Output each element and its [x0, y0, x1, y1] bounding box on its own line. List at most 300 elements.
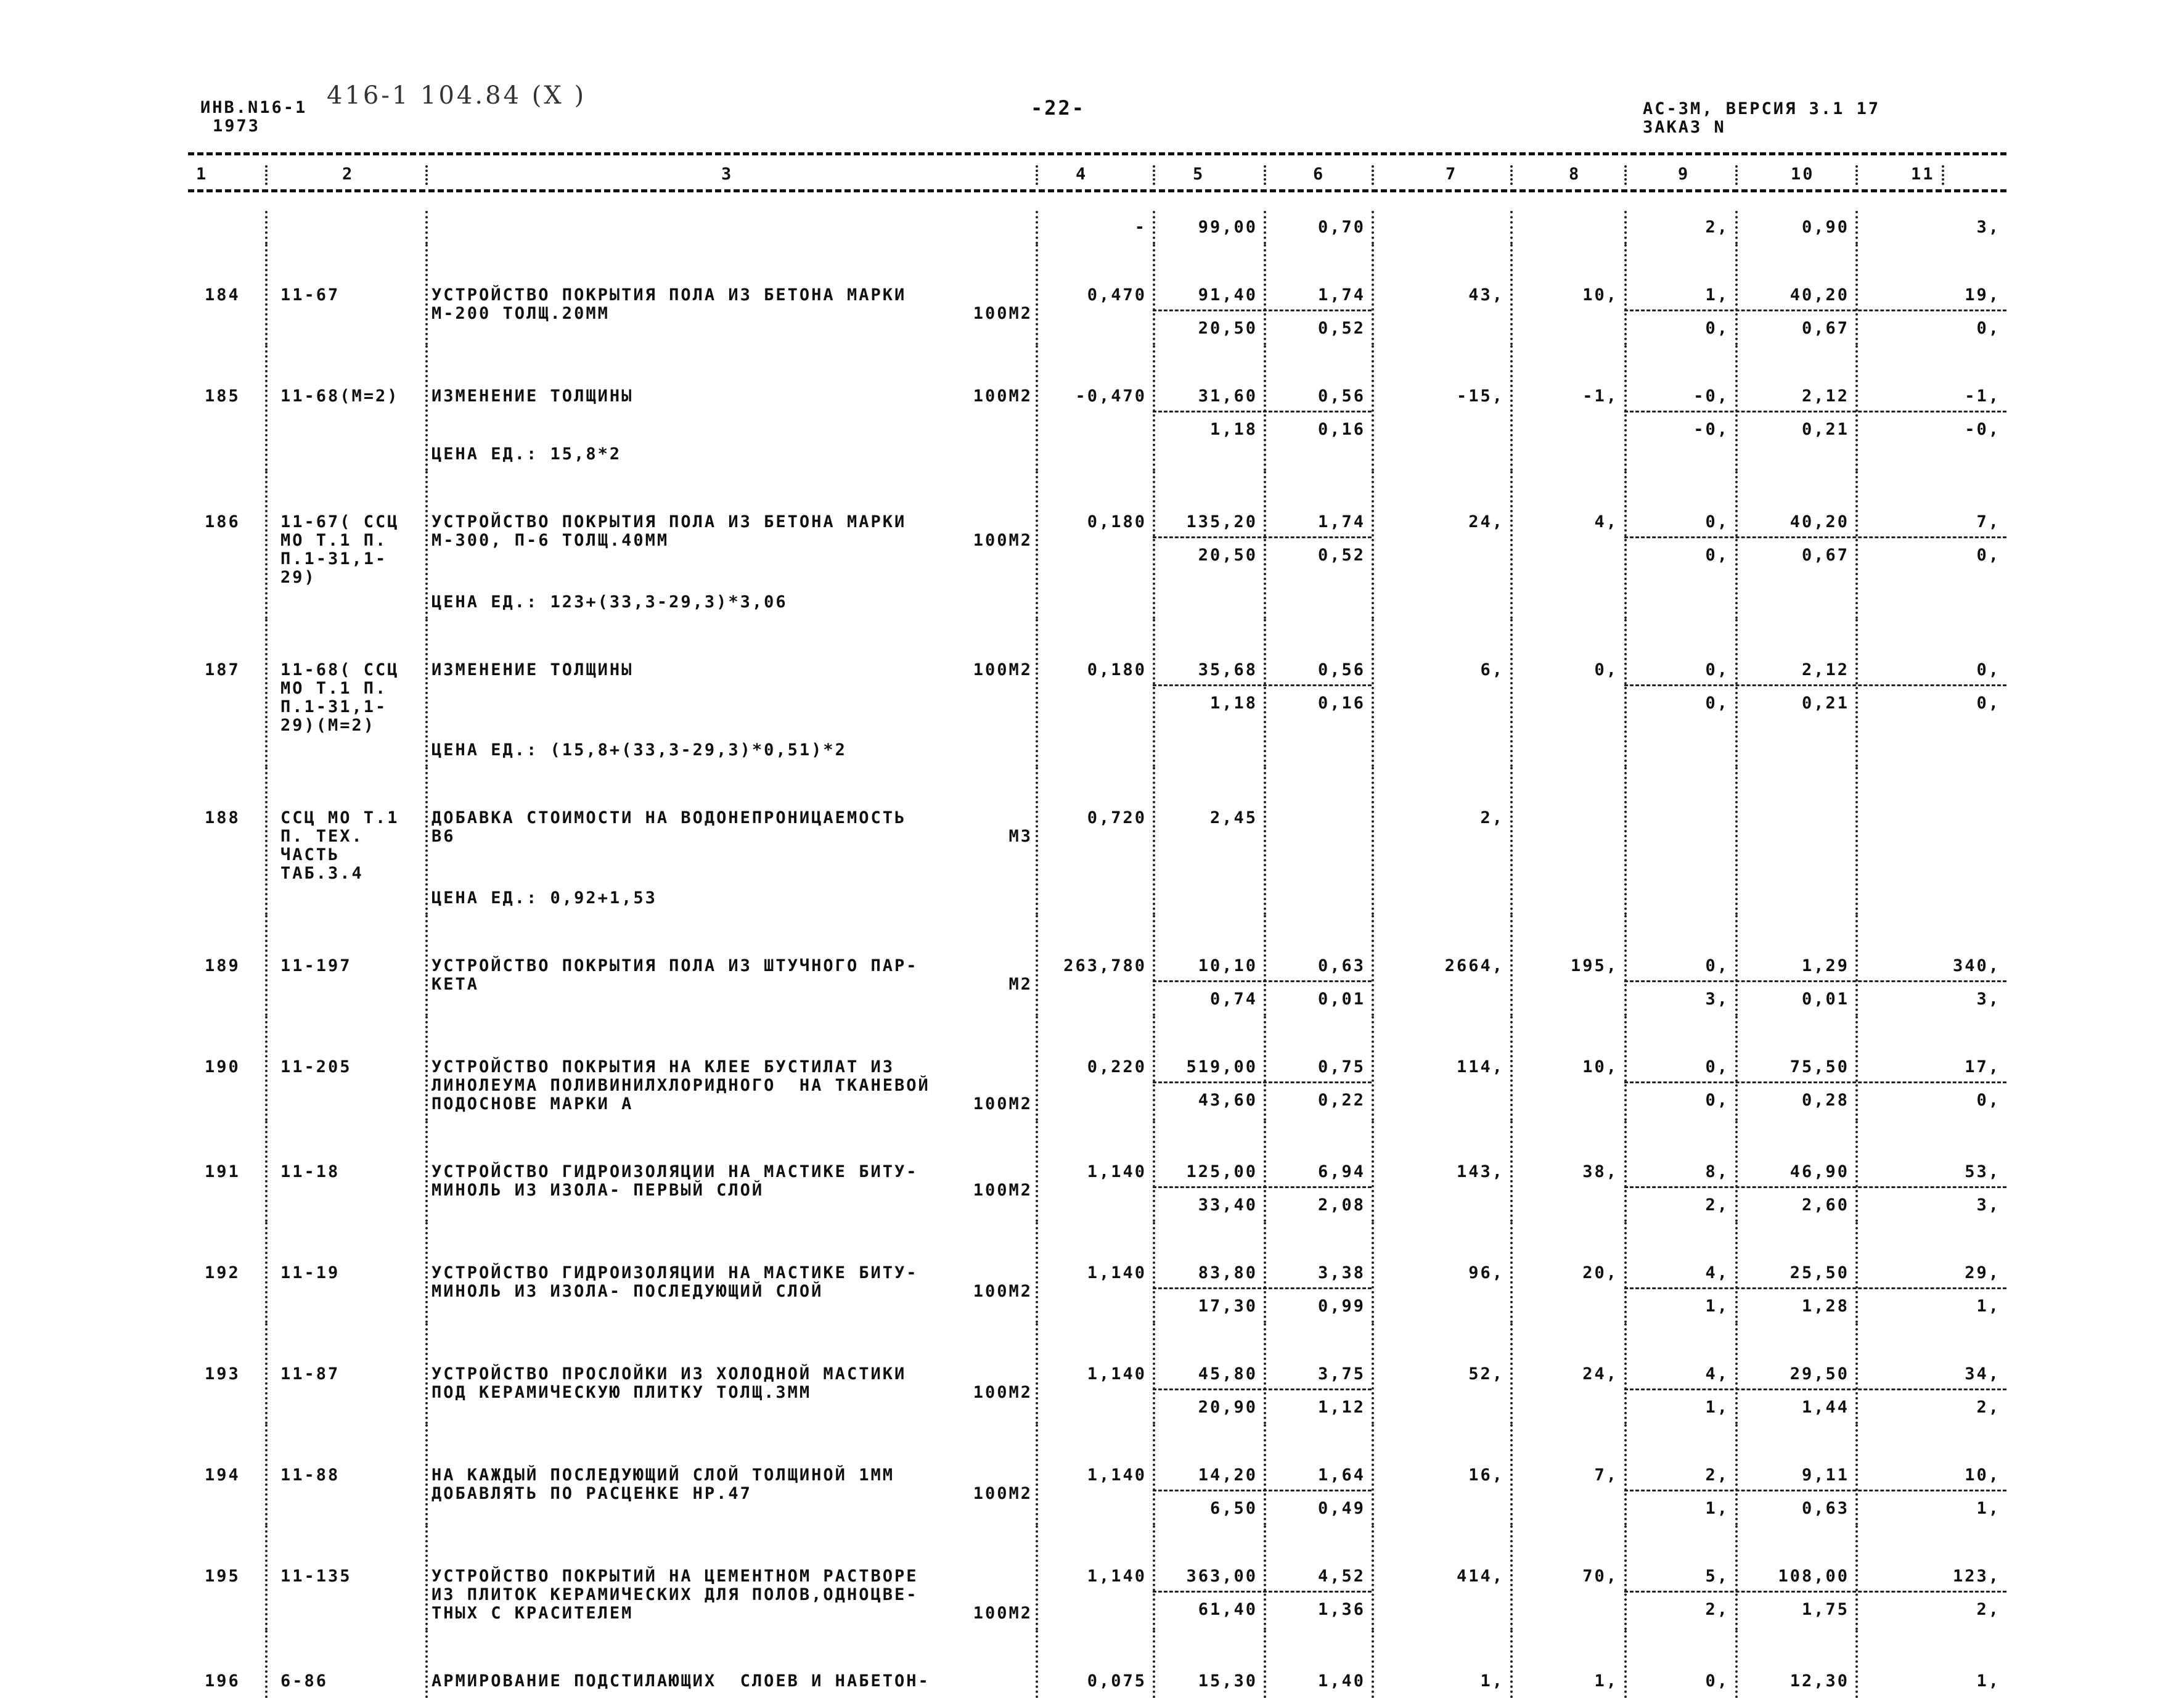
machine-cost: 20,50	[1198, 546, 1258, 565]
column-separator	[1624, 1323, 1627, 1424]
norm-code: МО Т.1 П.	[280, 679, 388, 698]
work-description: НА КАЖДЫЙ ПОСЛЕДУЮЩИЙ СЛОЙ ТОЛЩИНОЙ 1ММ	[431, 1466, 894, 1485]
labor-total: 17,	[1965, 1057, 2000, 1077]
column-separator	[1372, 1016, 1374, 1121]
quantity: 1,140	[1087, 1364, 1147, 1384]
quantity: 0,720	[1087, 808, 1147, 827]
column-separator	[265, 1525, 268, 1630]
subtotal-rule	[1153, 411, 1372, 412]
unit-wage: 6,94	[1317, 1162, 1365, 1181]
column-separator	[1372, 165, 1374, 185]
unit: 100М2	[973, 1484, 1033, 1503]
labor-total-secondary: 0,	[1976, 694, 2000, 713]
unit-price-formula: ЦЕНА ЕД.: 123+(33,3-29,3)*3,06	[431, 593, 788, 612]
column-separator	[1036, 915, 1038, 1016]
column-separator	[1942, 165, 1944, 185]
column-separator	[265, 471, 268, 619]
labor-total-secondary: 2,	[1976, 1398, 2000, 1417]
labor-value: 2,	[1705, 218, 1729, 237]
column-separator	[1372, 915, 1374, 1016]
column-separator	[265, 619, 268, 767]
labor-value: 0,	[1705, 660, 1729, 679]
column-separator	[1153, 1121, 1155, 1222]
column-separator	[1624, 1630, 1627, 1698]
machine-wage: 0,52	[1317, 546, 1365, 565]
labor-total-secondary: 0,	[1976, 546, 2000, 565]
row-number: 190	[205, 1057, 240, 1077]
work-description: В6	[431, 827, 456, 846]
year: 1973	[213, 117, 261, 136]
subtotal-rule	[1153, 1186, 1372, 1188]
unit: 100М2	[973, 660, 1033, 679]
labor-norm: 2,12	[1801, 660, 1849, 679]
column-separator	[1855, 1222, 1858, 1323]
unit-wage: 1,74	[1317, 285, 1365, 305]
column-separator	[1735, 165, 1738, 185]
column-separator	[1624, 1525, 1627, 1630]
machine-wage: 0,01	[1317, 990, 1365, 1009]
row-number: 185	[205, 387, 240, 406]
column-separator	[1153, 1323, 1155, 1424]
column-separator	[425, 471, 428, 619]
subtotal-rule	[1153, 1591, 1372, 1593]
column-separator	[1264, 165, 1266, 185]
row-number: 196	[205, 1671, 240, 1691]
machine-wage: 0,49	[1317, 1499, 1365, 1518]
unit-cost: 10,10	[1198, 956, 1258, 975]
machine-cost: 33,40	[1198, 1196, 1258, 1215]
column-header: 7	[1446, 165, 1458, 184]
work-description: ТНЫХ С КРАСИТЕЛЕМ	[431, 1604, 634, 1623]
column-separator	[1510, 1630, 1513, 1698]
labor-norm: 46,90	[1789, 1162, 1849, 1181]
column-separator	[1372, 1323, 1374, 1424]
labor-value: 4,	[1705, 1364, 1729, 1384]
subtotal-rule	[1624, 1287, 2006, 1289]
column-separator	[1153, 1424, 1155, 1525]
labor-value: 1,	[1705, 285, 1729, 305]
norm-code: ТАБ.3.4	[280, 864, 364, 883]
row-number: 192	[205, 1263, 240, 1282]
column-separator	[265, 1424, 268, 1525]
subtotal-rule	[1624, 1490, 2006, 1491]
subtotal-rule	[1624, 1591, 2006, 1593]
column-separator	[1510, 345, 1513, 471]
unit: 100М2	[973, 531, 1033, 550]
column-separator	[1735, 211, 1738, 244]
column-separator	[265, 211, 268, 244]
column-separator	[1264, 767, 1266, 915]
machine-cost: 20,50	[1198, 319, 1258, 338]
column-separator	[1735, 767, 1738, 915]
column-separator	[1735, 915, 1738, 1016]
labor-total: 1,	[1976, 1671, 2000, 1691]
labor-value-secondary: 1,	[1705, 1398, 1729, 1417]
labor-total: 29,	[1965, 1263, 2000, 1282]
header-top-rule	[188, 152, 2006, 155]
labor-value-secondary: 1,	[1705, 1499, 1729, 1518]
work-description: ИЗ ПЛИТОК КЕРАМИЧЕСКИХ ДЛЯ ПОЛОВ,ОДНОЦВЕ-	[431, 1585, 918, 1604]
column-separator	[1264, 1222, 1266, 1323]
quantity: 1,140	[1087, 1162, 1147, 1181]
labor-norm-secondary: 0,28	[1801, 1091, 1849, 1110]
column-separator	[1264, 1630, 1266, 1698]
column-separator	[1855, 767, 1858, 915]
column-separator	[425, 165, 428, 185]
column-separator	[1855, 1630, 1858, 1698]
column-separator	[1036, 1323, 1038, 1424]
norm-code: 11-68( ССЦ	[280, 660, 399, 679]
total-wage: 1,	[1594, 1671, 1618, 1691]
work-description: ПОДОСНОВЕ МАРКИ А	[431, 1094, 634, 1114]
labor-value: -0,	[1693, 387, 1729, 406]
norm-code: П. ТЕХ.	[280, 827, 364, 846]
row-number: 187	[205, 660, 240, 679]
column-separator	[1624, 244, 1627, 345]
total-cost: 414,	[1456, 1567, 1504, 1586]
subtotal-rule	[1624, 980, 2006, 982]
labor-value: 8,	[1705, 1162, 1729, 1181]
column-separator	[1036, 1121, 1038, 1222]
column-separator	[1153, 211, 1155, 244]
column-separator	[1735, 471, 1738, 619]
machine-cost: 17,30	[1198, 1297, 1258, 1316]
column-separator	[1624, 1222, 1627, 1323]
column-separator	[425, 619, 428, 767]
norm-code: 11-19	[280, 1263, 340, 1282]
labor-value-secondary: 2,	[1705, 1600, 1729, 1619]
column-separator	[1855, 619, 1858, 767]
labor-total: 340,	[1952, 956, 2000, 975]
machine-cost: 20,90	[1198, 1398, 1258, 1417]
unit-wage: 3,38	[1317, 1263, 1365, 1282]
column-separator	[265, 244, 268, 345]
column-separator	[1855, 1424, 1858, 1525]
unit-cost: 99,00	[1198, 218, 1258, 237]
unit-cost: 83,80	[1198, 1263, 1258, 1282]
column-separator	[1510, 1222, 1513, 1323]
labor-value: 2,	[1705, 1466, 1729, 1485]
column-separator	[1855, 915, 1858, 1016]
header-bottom-rule	[188, 189, 2006, 192]
machine-wage: 1,36	[1317, 1600, 1365, 1619]
column-separator	[1264, 1121, 1266, 1222]
column-header: 11	[1911, 165, 1935, 184]
column-separator	[1510, 211, 1513, 244]
column-separator	[1735, 1016, 1738, 1121]
total-wage: -1,	[1582, 387, 1618, 406]
labor-norm-secondary: 1,44	[1801, 1398, 1849, 1417]
column-separator	[1855, 1525, 1858, 1630]
labor-total: 0,	[1976, 660, 2000, 679]
column-separator	[1735, 1630, 1738, 1698]
total-cost: 143,	[1456, 1162, 1504, 1181]
machine-cost: 43,60	[1198, 1091, 1258, 1110]
norm-code: 11-67	[280, 285, 340, 305]
column-separator	[1372, 211, 1374, 244]
unit: М3	[1008, 827, 1033, 846]
column-header: 3	[721, 165, 734, 184]
subtotal-rule	[1624, 684, 2006, 686]
column-separator	[425, 1630, 428, 1698]
unit: 100М2	[973, 1383, 1033, 1402]
unit-wage: 1,64	[1317, 1466, 1365, 1485]
total-wage: 24,	[1582, 1364, 1618, 1384]
labor-total-secondary: 1,	[1976, 1297, 2000, 1316]
total-wage: 0,	[1594, 660, 1618, 679]
column-separator	[1510, 165, 1513, 185]
column-separator	[265, 1016, 268, 1121]
labor-value: 0,	[1705, 512, 1729, 531]
column-separator	[1264, 1323, 1266, 1424]
column-separator	[425, 1323, 428, 1424]
machine-cost: 0,74	[1209, 990, 1258, 1009]
norm-code: 11-68(М=2)	[280, 387, 399, 406]
column-separator	[1372, 1630, 1374, 1698]
unit-cost: 45,80	[1198, 1364, 1258, 1384]
unit-wage: 0,75	[1317, 1057, 1365, 1077]
machine-cost: 1,18	[1209, 420, 1258, 439]
subtotal-rule	[1153, 980, 1372, 982]
column-separator	[1264, 244, 1266, 345]
labor-norm: 2,12	[1801, 387, 1849, 406]
column-separator	[1036, 1222, 1038, 1323]
labor-norm: 12,30	[1789, 1671, 1849, 1691]
unit-wage: 0,70	[1317, 218, 1365, 237]
labor-total: 34,	[1965, 1364, 2000, 1384]
row-number: 193	[205, 1364, 240, 1384]
labor-norm-secondary: 0,67	[1801, 319, 1849, 338]
unit-cost: 519,00	[1186, 1057, 1258, 1077]
unit: 100М2	[973, 387, 1033, 406]
column-separator	[1855, 471, 1858, 619]
column-separator	[265, 767, 268, 915]
column-separator	[1510, 1424, 1513, 1525]
column-header: 5	[1193, 165, 1205, 184]
total-cost: 6,	[1480, 660, 1504, 679]
row-number: 191	[205, 1162, 240, 1181]
page-number: -22-	[1031, 96, 1086, 120]
column-separator	[1036, 1424, 1038, 1525]
column-separator	[1153, 1222, 1155, 1323]
work-description: МИНОЛЬ ИЗ ИЗОЛА- ПЕРВЫЙ СЛОЙ	[431, 1181, 764, 1200]
work-description: АРМИРОВАНИЕ ПОДСТИЛАЮЩИХ СЛОЕВ И НАБЕТОН-	[431, 1671, 930, 1691]
norm-code: 29)(М=2)	[280, 716, 376, 735]
unit: 100М2	[973, 1094, 1033, 1114]
unit-wage: 1,40	[1317, 1671, 1365, 1691]
machine-wage: 1,12	[1317, 1398, 1365, 1417]
column-separator	[425, 1222, 428, 1323]
labor-value-secondary: 3,	[1705, 990, 1729, 1009]
total-wage: 38,	[1582, 1162, 1618, 1181]
column-separator	[1855, 1121, 1858, 1222]
norm-code: ЧАСТЬ	[280, 845, 340, 864]
work-description: МИНОЛЬ ИЗ ИЗОЛА- ПОСЛЕДУЮЩИЙ СЛОЙ	[431, 1282, 824, 1301]
quantity: -0,470	[1075, 387, 1147, 406]
column-separator	[425, 244, 428, 345]
total-cost: 1,	[1480, 1671, 1504, 1691]
column-separator	[265, 1222, 268, 1323]
quantity: 1,140	[1087, 1466, 1147, 1485]
row-number: 189	[205, 956, 240, 975]
column-separator	[1735, 1323, 1738, 1424]
labor-value-secondary: 1,	[1705, 1297, 1729, 1316]
unit-cost: 14,20	[1198, 1466, 1258, 1485]
column-separator	[1624, 915, 1627, 1016]
labor-norm: 0,90	[1801, 218, 1849, 237]
column-separator	[1855, 1016, 1858, 1121]
work-description: КЕТА	[431, 975, 480, 994]
labor-total: -1,	[1965, 387, 2000, 406]
labor-norm-secondary: 1,28	[1801, 1297, 1849, 1316]
subtotal-rule	[1624, 310, 2006, 311]
column-separator	[1855, 244, 1858, 345]
labor-value-secondary: 0,	[1705, 694, 1729, 713]
work-description: УСТРОЙСТВО ГИДРОИЗОЛЯЦИИ НА МАСТИКЕ БИТУ-	[431, 1162, 918, 1181]
work-description: ИЗМЕНЕНИЕ ТОЛЩИНЫ	[431, 660, 634, 679]
labor-norm-secondary: 0,21	[1801, 420, 1849, 439]
labor-total: 10,	[1965, 1466, 2000, 1485]
row-number: 188	[205, 808, 240, 827]
column-separator	[1264, 619, 1266, 767]
column-separator	[1624, 767, 1627, 915]
total-cost: 2,	[1480, 808, 1504, 827]
norm-code: 11-67( ССЦ	[280, 512, 399, 531]
labor-norm: 40,20	[1789, 512, 1849, 531]
total-wage: 10,	[1582, 1057, 1618, 1077]
total-cost: -15,	[1456, 387, 1504, 406]
work-description: ДОБАВКА СТОИМОСТИ НА ВОДОНЕПРОНИЦАЕМОСТЬ	[431, 808, 907, 827]
column-separator	[1510, 1016, 1513, 1121]
column-separator	[1153, 619, 1155, 767]
unit-wage: 4,52	[1317, 1567, 1365, 1586]
labor-total: 123,	[1952, 1567, 2000, 1586]
unit-wage: 0,63	[1317, 956, 1365, 975]
order-number: ЗАКАЗ N	[1643, 118, 1726, 137]
unit-cost: 31,60	[1198, 387, 1258, 406]
labor-value-secondary: 0,	[1705, 546, 1729, 565]
column-separator	[1735, 619, 1738, 767]
column-separator	[1624, 1424, 1627, 1525]
quantity: 1,140	[1087, 1567, 1147, 1586]
column-separator	[1735, 1121, 1738, 1222]
quantity: -	[1134, 218, 1147, 237]
column-separator	[1036, 767, 1038, 915]
labor-total: 7,	[1976, 512, 2000, 531]
column-separator	[265, 1630, 268, 1698]
quantity: 1,140	[1087, 1263, 1147, 1282]
labor-norm-secondary: 0,01	[1801, 990, 1849, 1009]
column-separator	[1036, 1016, 1038, 1121]
total-wage: 20,	[1582, 1263, 1618, 1282]
inventory-number: ИНВ.N16-1	[200, 98, 308, 117]
column-separator	[1510, 471, 1513, 619]
column-header: 9	[1678, 165, 1690, 184]
column-separator	[1624, 1121, 1627, 1222]
total-cost: 2664,	[1444, 956, 1504, 975]
column-separator	[1624, 165, 1627, 185]
norm-code: 11-135	[280, 1567, 352, 1586]
column-separator	[1264, 211, 1266, 244]
work-description: УСТРОЙСТВО ПОКРЫТИЯ ПОЛА ИЗ БЕТОНА МАРКИ	[431, 512, 907, 531]
machine-cost: 6,50	[1209, 1499, 1258, 1518]
norm-code: 11-18	[280, 1162, 340, 1181]
column-separator	[1735, 1424, 1738, 1525]
total-cost: 96,	[1468, 1263, 1504, 1282]
total-cost: 16,	[1468, 1466, 1504, 1485]
labor-norm: 75,50	[1789, 1057, 1849, 1077]
labor-total-secondary: 2,	[1976, 1600, 2000, 1619]
column-separator	[1264, 1525, 1266, 1630]
labor-norm-secondary: 0,21	[1801, 694, 1849, 713]
column-separator	[265, 1121, 268, 1222]
column-separator	[425, 345, 428, 471]
column-separator	[1855, 1323, 1858, 1424]
norm-code: 11-197	[280, 956, 352, 975]
column-separator	[1855, 211, 1858, 244]
total-cost: 24,	[1468, 512, 1504, 531]
column-separator	[1624, 619, 1627, 767]
quantity: 0,180	[1087, 512, 1147, 531]
column-separator	[1153, 1016, 1155, 1121]
subtotal-rule	[1624, 536, 2006, 538]
unit-cost: 15,30	[1198, 1671, 1258, 1691]
labor-value: 4,	[1705, 1263, 1729, 1282]
labor-norm-secondary: 2,60	[1801, 1196, 1849, 1215]
norm-code: 11-88	[280, 1466, 340, 1485]
column-separator	[1153, 915, 1155, 1016]
column-header: 6	[1313, 165, 1325, 184]
column-separator	[1264, 1016, 1266, 1121]
norm-code: 6-86	[280, 1671, 329, 1691]
column-separator	[1855, 165, 1858, 185]
total-cost: 114,	[1456, 1057, 1504, 1077]
column-header: 2	[342, 165, 354, 184]
column-separator	[1510, 619, 1513, 767]
unit-cost: 363,00	[1186, 1567, 1258, 1586]
work-description: М-300, П-6 ТОЛЩ.40ММ	[431, 531, 669, 550]
row-number: 186	[205, 512, 240, 531]
unit-cost: 135,20	[1186, 512, 1258, 531]
quantity: 263,780	[1063, 956, 1147, 975]
machine-cost: 1,18	[1209, 694, 1258, 713]
labor-value-secondary: 2,	[1705, 1196, 1729, 1215]
column-separator	[1735, 244, 1738, 345]
work-description: ИЗМЕНЕНИЕ ТОЛЩИНЫ	[431, 387, 634, 406]
work-description: ДОБАВЛЯТЬ ПО РАСЦЕНКЕ НР.47	[431, 1484, 752, 1503]
unit-wage: 1,74	[1317, 512, 1365, 531]
column-separator	[1372, 1424, 1374, 1525]
labor-total-secondary: 0,	[1976, 1091, 2000, 1110]
machine-cost: 61,40	[1198, 1600, 1258, 1619]
machine-wage: 0,16	[1317, 694, 1365, 713]
column-separator	[1510, 1121, 1513, 1222]
norm-code: 11-87	[280, 1364, 340, 1384]
labor-total-secondary: 3,	[1976, 1196, 2000, 1215]
column-separator	[1153, 1525, 1155, 1630]
quantity: 0,075	[1087, 1671, 1147, 1691]
work-description: УСТРОЙСТВО ПОКРЫТИЙ НА ЦЕМЕНТНОМ РАСТВОРЕ	[431, 1567, 918, 1586]
column-separator	[1624, 471, 1627, 619]
work-description: УСТРОЙСТВО ПОКРЫТИЯ ПОЛА ИЗ ШТУЧНОГО ПАР-	[431, 956, 918, 975]
total-wage: 7,	[1594, 1466, 1618, 1485]
column-separator	[425, 1525, 428, 1630]
unit-wage: 0,56	[1317, 387, 1365, 406]
quantity: 0,470	[1087, 285, 1147, 305]
unit-cost: 2,45	[1209, 808, 1258, 827]
labor-total-secondary: -0,	[1965, 420, 2000, 439]
labor-value-secondary: 0,	[1705, 1091, 1729, 1110]
